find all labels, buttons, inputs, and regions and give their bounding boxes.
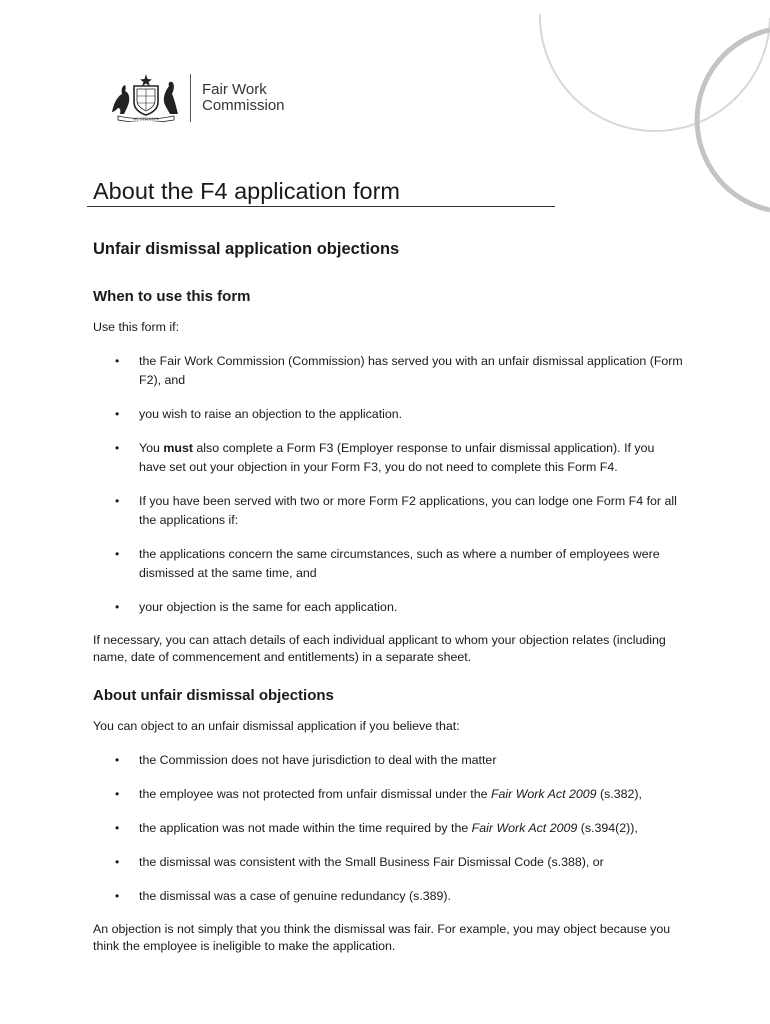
- bullet-text: the employee was not protected from unfair dismissal under the: [139, 787, 491, 801]
- bullet-item: [93, 492, 683, 530]
- bullet-text: you wish to raise an objection to the application.: [139, 407, 403, 421]
- logo-line-1: Fair Work: [202, 81, 267, 98]
- bullet-text: your objection is the same for each application.: [139, 600, 398, 614]
- bullet-item: [93, 545, 683, 583]
- bullet-dot-icon: •: [115, 787, 120, 801]
- title-underline: [87, 206, 555, 207]
- bullet-text: If you have been served with two or more Form F2 applications, you can lodge one Form F4 for all the applications if:: [139, 494, 677, 527]
- bullet-dot-icon: •: [115, 753, 120, 767]
- bullet-dot-icon: •: [115, 407, 120, 421]
- bullet-dot-icon: •: [115, 441, 120, 455]
- about-objections-heading: About unfair dismissal objections: [93, 687, 334, 704]
- side-arc: [697, 30, 770, 210]
- bullet-item: [93, 853, 683, 872]
- coat-of-arms-icon: [108, 72, 184, 122]
- bullet-text: the Commission does not have jurisdiction to deal with the matter: [139, 753, 497, 767]
- bullet-text: the dismissal was consistent with the Small Business Fair Dismissal Code (s.388), or: [139, 855, 604, 869]
- bullet-dot-icon: •: [115, 855, 120, 869]
- bullet-dot-icon: •: [115, 547, 120, 561]
- about-bullet-list: [93, 751, 683, 906]
- bullet-item: [93, 598, 683, 617]
- when-intro: Use this form if:: [93, 320, 180, 334]
- about-closing: An objection is not simply that you think the dismissal was fair. For example, you may object because you think the employee is ineligible to make the application.: [93, 922, 671, 953]
- bullet-item: [93, 439, 683, 477]
- bullet-item: [93, 887, 683, 906]
- bullet-text: You: [139, 441, 164, 455]
- bullet-text: the applications concern the same circumstances, such as where a number of employees were dismissed at the same time, and: [139, 547, 660, 580]
- top-arc: [540, 14, 770, 131]
- when-to-use-heading: When to use this form: [93, 288, 251, 305]
- crest-banner-text: AUSTRALIA: [132, 116, 160, 122]
- bullet-dot-icon: •: [115, 600, 120, 614]
- bullet-item: [93, 405, 683, 424]
- page-title: About the F4 application form: [93, 178, 400, 204]
- logo-divider: [190, 74, 191, 122]
- bullet-text: the application was not made within the time required by the: [139, 821, 472, 835]
- bullet-text: the Fair Work Commission (Commission) has served you with an unfair dismissal application (Form F2), and: [139, 354, 683, 387]
- logo-line-2: Commission: [202, 97, 285, 114]
- bullet-dot-icon: •: [115, 354, 120, 368]
- about-intro: You can object to an unfair dismissal application if you believe that:: [93, 719, 460, 733]
- logo-wordmark: [202, 82, 285, 114]
- bullet-text: Fair Work Act 2009: [471, 821, 578, 835]
- bullet-text: also complete a Form F3 (Employer response to unfair dismissal application). If you have set out your objection in your Form F3, you do not need to complete this Form F4.: [139, 441, 655, 474]
- bullet-item: [93, 751, 683, 770]
- bullet-item: [93, 785, 683, 804]
- bullet-text: Fair Work Act 2009: [490, 787, 597, 801]
- section-heading: Unfair dismissal application objections: [93, 240, 400, 258]
- bullet-text: (s.382),: [596, 787, 642, 801]
- bullet-dot-icon: •: [115, 821, 120, 835]
- bullet-dot-icon: •: [115, 494, 120, 508]
- bullet-dot-icon: •: [115, 889, 120, 903]
- bullet-text: must: [163, 441, 193, 455]
- when-bullet-list: [93, 352, 683, 617]
- bullet-item: [93, 352, 683, 390]
- document-body: [93, 238, 683, 971]
- bullet-text: the dismissal was a case of genuine redundancy (s.389).: [139, 889, 452, 903]
- bullet-item: [93, 819, 683, 838]
- when-closing: If necessary, you can attach details of each individual applicant to whom your objection relates (including name, date of commencement and entitlements) in a separate sheet.: [93, 633, 666, 664]
- bullet-text: (s.394(2)),: [577, 821, 638, 835]
